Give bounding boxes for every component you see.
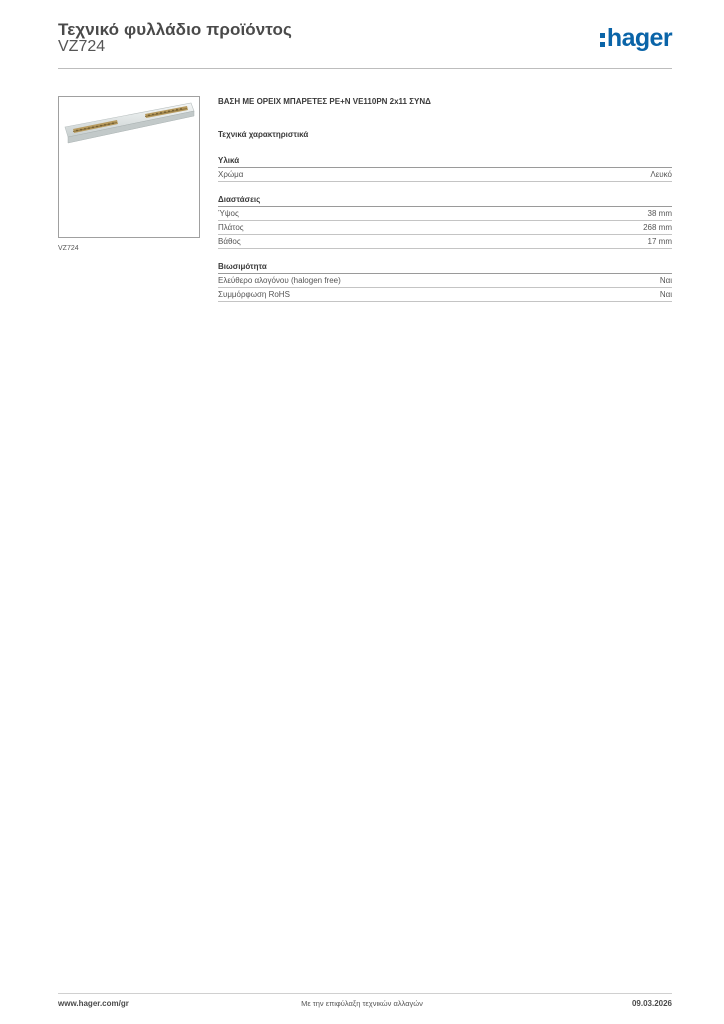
group-title: Υλικά xyxy=(218,155,672,168)
spec-group-dimensions xyxy=(218,194,672,249)
spec-value: Λευκό xyxy=(650,170,672,179)
footer-divider xyxy=(58,993,672,994)
logo-text: hager xyxy=(606,24,672,52)
group-title: Διαστάσεις xyxy=(218,194,672,207)
spec-row xyxy=(218,235,672,249)
spec-group-materials xyxy=(218,155,672,182)
website-link[interactable]: www.hager.com/gr xyxy=(58,999,129,1008)
spec-label: Ελεύθερο αλογόνου (halogen free) xyxy=(218,276,341,285)
spec-value: Ναι xyxy=(659,290,672,299)
logo-colon-icon xyxy=(600,33,605,47)
image-caption: VZ724 xyxy=(58,245,79,252)
spec-row xyxy=(218,221,672,235)
spec-row xyxy=(218,168,672,182)
spec-row xyxy=(218,288,672,302)
spec-label: Βάθος xyxy=(218,237,241,246)
document-date: 09.03.2026 xyxy=(631,999,672,1008)
header-divider xyxy=(58,68,672,69)
spec-label: Πλάτος xyxy=(218,223,244,232)
spec-value: 38 mm xyxy=(647,209,672,218)
product-code: VZ724 xyxy=(58,38,106,55)
product-image xyxy=(58,96,200,238)
spec-group-sustainability xyxy=(218,261,672,302)
spec-label: Συμμόρφωση RoHS xyxy=(218,290,290,299)
spec-label: Χρώμα xyxy=(218,170,244,179)
spec-value: 17 mm xyxy=(647,237,672,246)
spec-label: Ύψος xyxy=(218,209,239,218)
spec-value: Ναι xyxy=(659,276,672,285)
document-title: Τεχνικό φυλλάδιο προϊόντος xyxy=(58,20,292,39)
product-name: ΒΑΣΗ ΜΕ ΟΡΕΙΧ ΜΠΑΡΕΤΕΣ PE+N VE110PN 2x11 ΣΥΝΔ xyxy=(218,97,431,106)
spec-row xyxy=(218,274,672,288)
spec-heading: Τεχνικά χαρακτηριστικά xyxy=(218,130,309,139)
footer-notice: Με την επιφύλαξη τεχνικών αλλαγών xyxy=(301,999,423,1008)
group-title: Βιωσιμότητα xyxy=(218,261,672,274)
spec-section xyxy=(218,96,672,302)
busbar-terminal-image xyxy=(59,97,199,237)
hager-logo xyxy=(600,26,672,51)
spec-row xyxy=(218,207,672,221)
spec-value: 268 mm xyxy=(643,223,672,232)
